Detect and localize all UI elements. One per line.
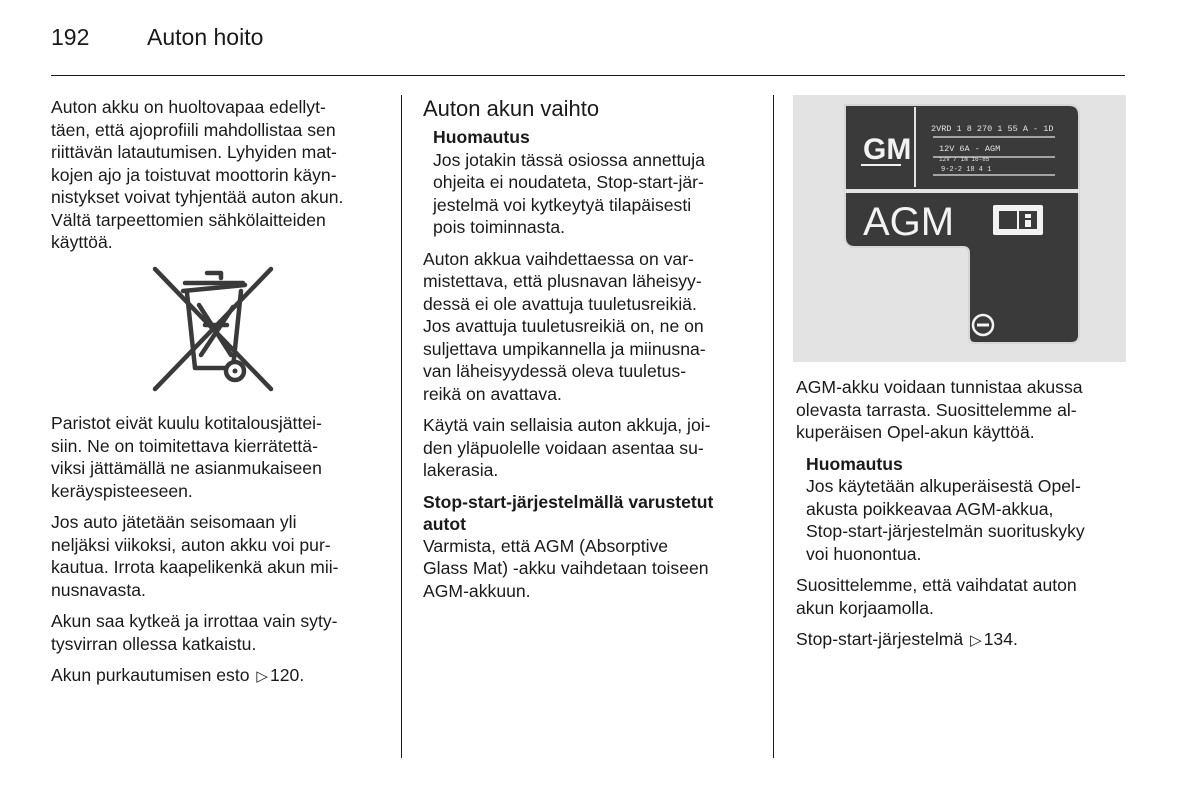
header-rule <box>51 75 1125 76</box>
agm-replacement-paragraph: Varmista, että AGM (Absorptive Glass Mat) -akku vaihdetaan toiseen AGM-akkuun. <box>423 535 709 601</box>
discharge-protection-reference <box>51 664 386 689</box>
column-2 <box>423 96 758 611</box>
page-header <box>51 24 263 51</box>
column-1 <box>51 96 386 263</box>
reference-arrow-icon: ▷ <box>256 668 268 685</box>
manual-book-icon <box>993 205 1043 235</box>
reference-text: Akun purkautumisen esto <box>51 665 250 685</box>
reference-text-2: Stop-start-järjestelmä <box>796 629 964 649</box>
reference-page-link-2[interactable]: 134. <box>983 629 1018 649</box>
battery-maintenance-paragraph: Auton akku on huoltovapaa edellyt- täen, että ajoprofiili mahdollistaa sen riittävän latautumisen. Lyhyiden mat- kojen ajo ja toistuvat moottorin käyn- nistykset voivat tyhjentää auton akun. Vältä tarpeettomien sähkölaitteiden käyttöä. <box>51 97 344 252</box>
column-1-lower <box>51 412 386 698</box>
crossed-out-wheelie-bin-icon <box>147 263 279 393</box>
long-parking-paragraph: Jos auto jätetään seisomaan yli neljäksi viikoksi, auton akku voi pur- kautua. Irrota kaapelikenkä akun mii- nusnavasta. <box>51 512 339 600</box>
section-heading: Auton akun vaihto <box>423 96 600 121</box>
label-code-line-3: 12V / 1N 16-85 <box>939 156 990 163</box>
note-body: Jos jotakin tässä osiossa annettuja ohjeita ei noudateta, Stop-start-jär- jestelmä voi kytkeytyä tilapäisesti pois toiminnasta. <box>433 149 705 237</box>
note-body-2: Jos käytetään alkuperäisestä Opel- akusta poikkeavaa AGM-akkua, Stop-start-järjestelmän suorituskyky voi huonontua. <box>806 476 1085 564</box>
note-box-2 <box>806 453 1131 566</box>
column-3 <box>796 376 1131 662</box>
workshop-recommendation-paragraph: Suosittelemme, että vaihdatat auton akun korjaamolla. <box>796 575 1077 618</box>
note-title-2: Huomautus <box>806 453 903 474</box>
agm-battery-label-illustration <box>793 95 1126 362</box>
label-brand-text: GM <box>863 133 912 166</box>
reference-arrow-icon: ▷ <box>970 632 982 649</box>
label-code-line-4: 9-2-2 18 4 1 <box>941 166 992 174</box>
label-agm-text: AGM <box>863 200 955 244</box>
page-number: 192 <box>51 24 90 50</box>
ignition-paragraph: Akun saa kytkeä ja irrottaa vain syty- tysvirran ollessa katkaistu. <box>51 611 338 654</box>
column-divider-2 <box>773 95 774 758</box>
fuse-box-paragraph: Käytä vain sellaisia auton akkuja, joi- den yläpuolelle voidaan asentaa su- lakerasia. <box>423 415 711 480</box>
agm-identification-paragraph: AGM-akku voidaan tunnistaa akussa olevasta tarrasta. Suosittelemme al- kuperäisen Opel-akun käyttöä. <box>796 377 1083 442</box>
reference-page-link[interactable]: 120. <box>269 665 305 685</box>
label-code-line-2: 12V 6A - AGM <box>939 144 1001 154</box>
note-box <box>433 126 758 239</box>
column-divider-1 <box>401 95 402 758</box>
label-code-line-1: 2VRD 1 8 270 1 55 A - 1D <box>931 124 1054 134</box>
stop-start-subheading: Stop-start-järjestelmällä varustetut autot <box>423 491 714 534</box>
note-title: Huomautus <box>433 127 530 147</box>
stop-start-reference <box>796 628 1131 653</box>
chapter-title: Auton hoito <box>147 24 264 50</box>
vent-holes-paragraph: Auton akkua vaihdettaessa on var- mistettava, että plusnavan läheisyy- dessä ei ole avattuja tuuletusreikiä. Jos avattuja tuuletusreikiä on, ne on suljettava umpikannella ja miinusna- van läheisyydessä oleva tuuletus- reikä on avattava. <box>423 248 706 404</box>
battery-disposal-paragraph: Paristot eivät kuulu kotitalousjättei- siin. Ne on toimitettava kierrätettä- viksi jättämällä ne asianmukaiseen keräyspisteeseen. <box>51 413 322 501</box>
